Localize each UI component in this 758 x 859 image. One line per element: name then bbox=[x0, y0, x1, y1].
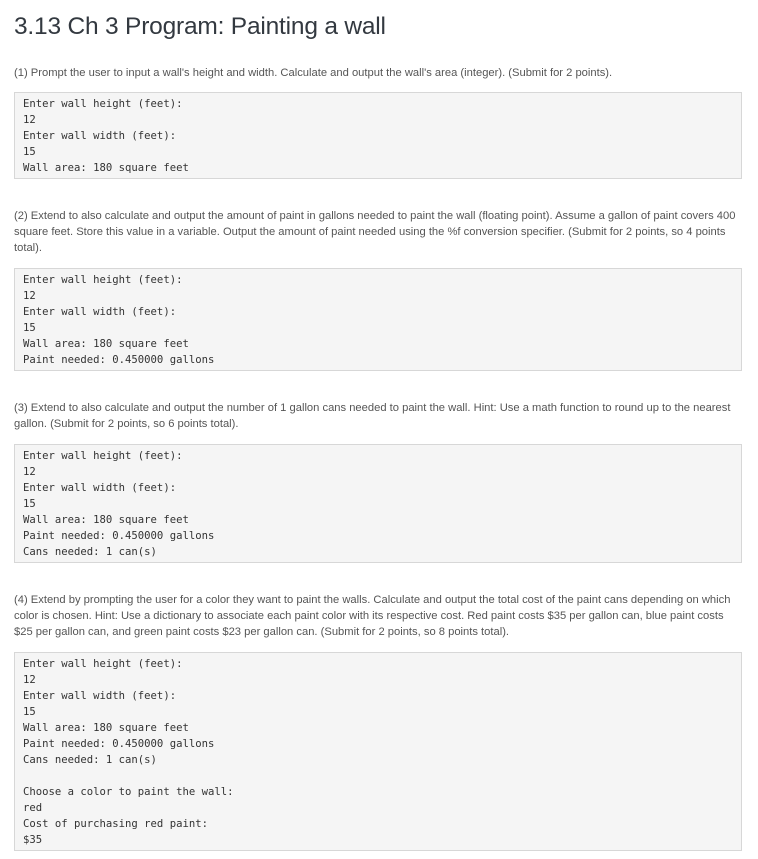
output-line: 12 bbox=[23, 114, 36, 126]
output-line: Wall area: 180 square feet bbox=[23, 514, 189, 526]
blank-line bbox=[23, 768, 733, 784]
output-line: $35 bbox=[23, 834, 43, 846]
output-line: Cost of purchasing red paint: bbox=[23, 818, 208, 830]
step-2-sample-output bbox=[14, 268, 742, 371]
output-line: Wall area: 180 square feet bbox=[23, 338, 189, 350]
output-line: Wall area: 180 square feet bbox=[23, 722, 189, 734]
output-line: 12 bbox=[23, 290, 36, 302]
output-line: red bbox=[23, 802, 43, 814]
output-line: Enter wall height (feet): bbox=[23, 274, 183, 286]
output-line: Wall area: 180 square feet bbox=[23, 162, 189, 174]
output-line: 15 bbox=[23, 146, 36, 158]
output-line: Paint needed: 0.450000 gallons bbox=[23, 738, 215, 750]
output-line: Enter wall width (feet): bbox=[23, 306, 177, 318]
output-line: 12 bbox=[23, 674, 36, 686]
step-1-instructions: (1) Prompt the user to input a wall's height and width. Calculate and output the wall's area (integer). (Submit for 2 points). bbox=[14, 67, 613, 79]
step-4-instructions: (4) Extend by prompting the user for a color they want to paint the walls. Calculate and output the total cost of the paint cans depending on which color is chosen. Hint: Use a dictionary to associate each paint color with its respective cost. Red paint costs $35 per gallon can, blue paint costs $25 per gallon can, and green paint costs $23 per gallon can. (Submit for 2 points, so 8 points total). bbox=[14, 594, 731, 638]
page-title: 3.13 Ch 3 Program: Painting a wall bbox=[14, 13, 386, 40]
step-2-instructions: (2) Extend to also calculate and output the amount of paint in gallons needed to paint the wall (floating point). Assume a gallon of paint covers 400 square feet. Store this value in a variable. Output the amount of paint needed using the %f conversion specifier. (Submit for 2 points, so 4 points total). bbox=[14, 210, 736, 254]
output-line: Enter wall width (feet): bbox=[23, 130, 177, 142]
output-line: Enter wall height (feet): bbox=[23, 658, 183, 670]
output-line: Enter wall width (feet): bbox=[23, 482, 177, 494]
output-line: Choose a color to paint the wall: bbox=[23, 786, 234, 798]
step-1-sample-output bbox=[14, 92, 742, 179]
output-line: Paint needed: 0.450000 gallons bbox=[23, 354, 215, 366]
output-line: 15 bbox=[23, 322, 36, 334]
step-3-instructions: (3) Extend to also calculate and output the number of 1 gallon cans needed to paint the wall. Hint: Use a math function to round up to the nearest gallon. (Submit for 2 points, so 6 points total). bbox=[14, 402, 731, 430]
output-line: 15 bbox=[23, 706, 36, 718]
output-line: Enter wall height (feet): bbox=[23, 450, 183, 462]
step-3-sample-output bbox=[14, 444, 742, 563]
output-line: Enter wall height (feet): bbox=[23, 98, 183, 110]
output-line: Cans needed: 1 can(s) bbox=[23, 754, 157, 766]
output-line: Paint needed: 0.450000 gallons bbox=[23, 530, 215, 542]
output-line: Enter wall width (feet): bbox=[23, 690, 177, 702]
step-4-sample-output bbox=[14, 652, 742, 851]
output-line: 15 bbox=[23, 498, 36, 510]
output-line: 12 bbox=[23, 466, 36, 478]
output-line: Cans needed: 1 can(s) bbox=[23, 546, 157, 558]
